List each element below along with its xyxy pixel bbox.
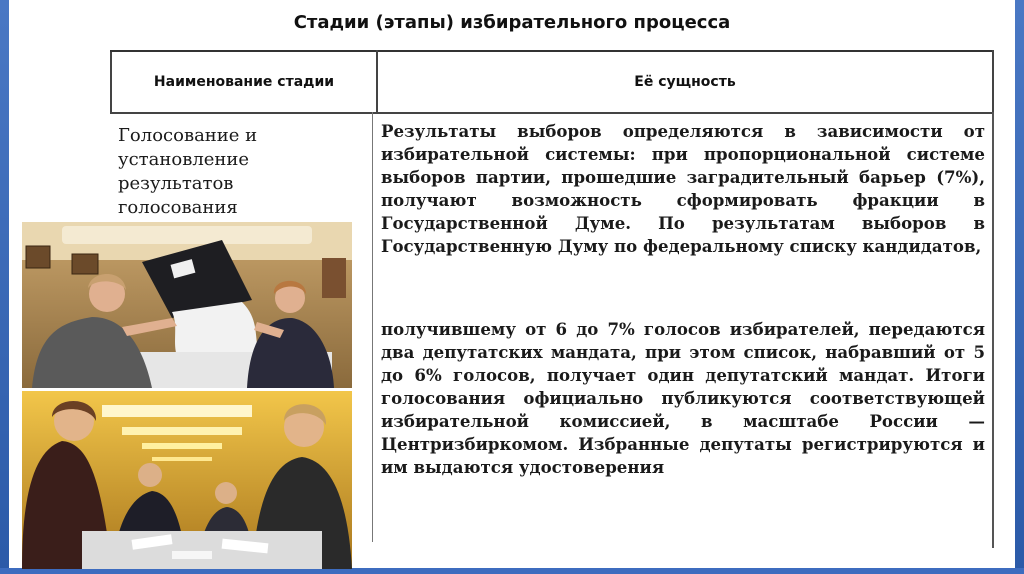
stage-description-part1: Результаты выборов определяются в зависимости от избирательной системы: при пропорциональной системе выборов партии, прошедшие заградительный барьер (7%), получают возможность сформировать фракции в Государственной Думе. По результатам выборов в Государственную Думу по федеральному списку кандидатов, <box>381 121 985 256</box>
vote-counting-photo <box>22 391 352 569</box>
stages-table <box>110 50 994 114</box>
ballot-box-emptying-photo <box>22 222 352 388</box>
stage-description-part2: получившему от 6 до 7% голосов избирателей, передаются два депутатских мандата, при этом список, набравший от 5 до 6% голосов, получает один депутатский мандат. Итоги голосования официально публикуются соответствующей избирательной комиссией, в масштабе России — Центризбиркомом. Избранные депутаты регистрируются и им выдаются удостоверения <box>381 319 985 477</box>
stage-name: Голосование и установление результатов голосования <box>118 125 258 218</box>
slide-frame-right <box>1015 0 1024 574</box>
header-stage-name: Наименование стадии <box>111 51 377 113</box>
table-right-border <box>992 112 994 548</box>
slide-frame-left <box>0 0 9 574</box>
page-title: Стадии (этапы) избирательного процесса <box>293 12 731 33</box>
header-essence: Её сущность <box>377 51 993 113</box>
column-divider <box>372 112 373 542</box>
